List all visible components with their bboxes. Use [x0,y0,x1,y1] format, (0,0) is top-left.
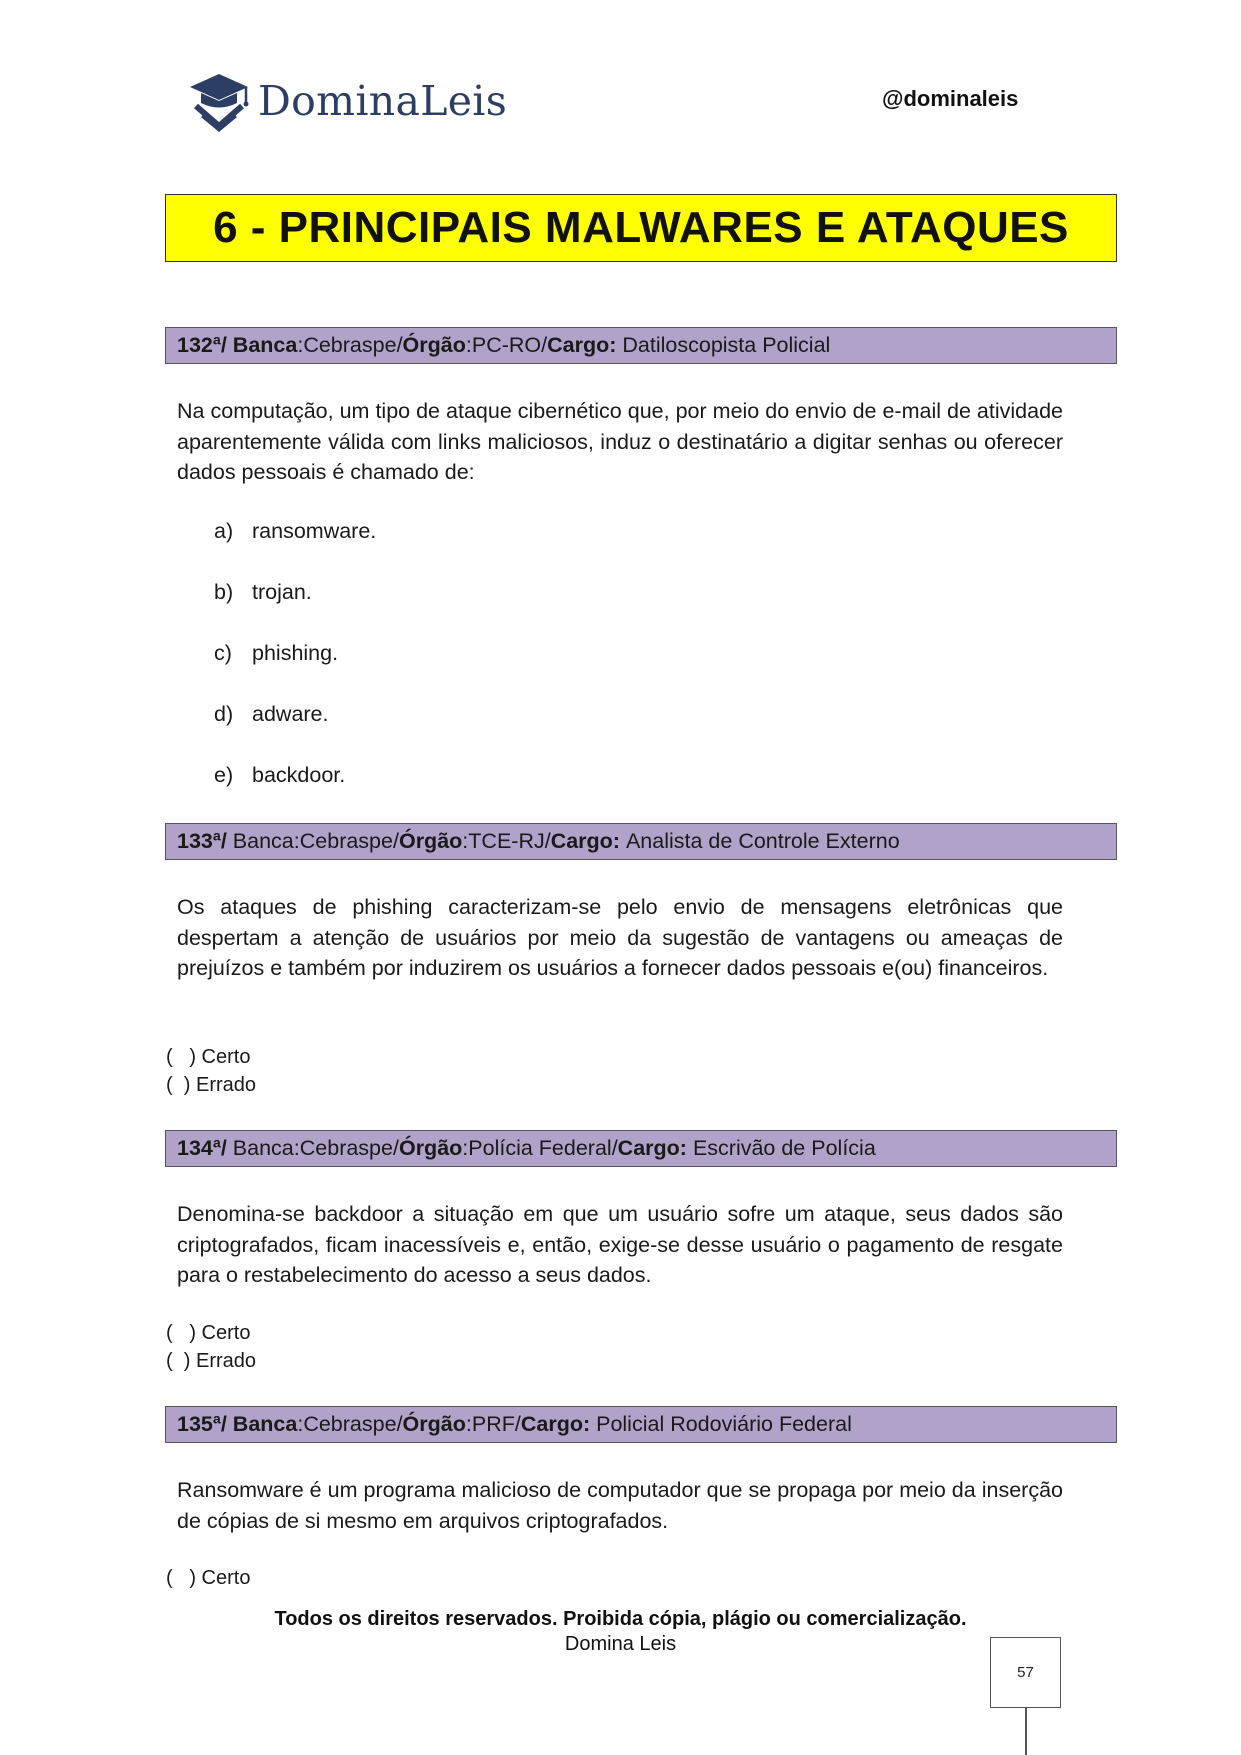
orgao-label: Órgão [398,1136,463,1160]
social-handle: @dominaleis [882,86,1019,111]
question-number: 134ª/ [177,1136,227,1160]
orgao-label: Órgão [402,1412,466,1436]
separator: / [396,333,403,357]
footer-rights: Todos os direitos reservados. Proibida cópia, plágio ou comercialização. [274,1608,967,1630]
separator: / [392,1136,399,1160]
banca-value: Cebraspe [303,333,397,357]
question-number: 133ª/ [177,829,227,853]
question-header-134 [165,1130,1117,1167]
footer-brand: Domina Leis [564,1633,677,1655]
page-number: 57 [1017,1664,1034,1681]
banca-label: Banca [232,333,298,357]
orgao-label: Órgão [402,333,466,357]
section-title-box [165,194,1117,262]
question-number: 132ª/ [177,333,227,357]
banca-value: Cebraspe [299,829,393,853]
separator: / [396,1412,403,1436]
cargo-label: Cargo: [617,1136,687,1160]
option-c[interactable] [214,641,338,666]
cargo-label: Cargo: [550,829,620,853]
cargo-value: Datiloscopista Policial [622,333,831,357]
option-d[interactable] [214,702,329,727]
colon: : [465,1412,472,1436]
option-text: adware. [252,702,329,726]
cargo-value: Analista de Controle Externo [625,829,900,853]
question-text-132: Na computação, um tipo de ataque cibernético que, por meio do envio de e-mail de atividade aparentemente válida com links maliciosos, induz o destinatário a digitar senhas ou oferecer dados pessoais é chamado de: [177,399,1063,484]
question-header-133 [165,823,1117,860]
cargo-value: Escrivão de Polícia [692,1136,876,1160]
errado-option[interactable]: ( ) Errado [166,1074,257,1096]
banca-label: Banca [232,1412,298,1436]
certo-option[interactable]: ( ) Certo [166,1322,251,1344]
colon: : [462,1136,469,1160]
option-text: backdoor. [252,763,346,787]
colon: : [297,1412,304,1436]
orgao-value: TCE-RJ [468,829,545,853]
certo-option[interactable]: ( ) Certo [166,1046,251,1068]
section-title: 6 - PRINCIPAIS MALWARES E ATAQUES [213,203,1069,252]
banca-label: Banca [232,1136,294,1160]
banca-value: Cebraspe [303,1412,397,1436]
colon: : [297,333,304,357]
page-number-line [1025,1708,1027,1755]
cargo-label: Cargo: [520,1412,591,1436]
option-letter: c) [214,641,232,665]
colon: : [465,333,472,357]
separator: / [514,1412,521,1436]
orgao-value: Polícia Federal [468,1136,612,1160]
question-text-135: Ransomware é um programa malicioso de computador que se propaga por meio da inserção de cópias de si mesmo em arquivos criptografados. [177,1478,1063,1533]
separator: / [541,333,548,357]
question-text-134: Denomina-se backdoor a situação em que um usuário sofre um ataque, seus dados são criptografados, ficam inacessíveis e, então, exige-se desse usuário o pagamento de resgate para o restabelecimento do acesso a seus dados. [177,1202,1063,1287]
separator: / [544,829,551,853]
option-a[interactable] [214,519,376,544]
option-e[interactable] [214,763,345,788]
option-text: trojan. [252,580,312,604]
errado-option[interactable]: ( ) Errado [166,1350,257,1372]
separator: / [392,829,399,853]
graduation-cap-check-icon [188,70,250,132]
option-letter: d) [214,702,234,726]
option-text: phishing. [252,641,339,665]
option-text: ransomware. [252,519,377,543]
orgao-value: PC-RO [471,333,542,357]
colon: : [293,829,300,853]
page-number-box [990,1637,1061,1708]
banca-value: Cebraspe [299,1136,393,1160]
option-letter: a) [214,519,234,543]
option-letter: e) [214,763,234,787]
question-header-135 [165,1406,1117,1443]
orgao-value: PRF [471,1412,515,1436]
colon: : [293,1136,300,1160]
cargo-label: Cargo: [547,333,617,357]
question-number: 135ª/ [177,1412,227,1436]
brand-logo [188,70,507,132]
orgao-label: Órgão [398,829,463,853]
colon: : [462,829,469,853]
question-header-132 [165,327,1117,364]
option-b[interactable] [214,580,312,605]
banca-label: Banca [232,829,294,853]
brand-name: DominaLeis [258,77,508,125]
certo-option[interactable]: ( ) Certo [166,1567,251,1589]
cargo-value: Policial Rodoviário Federal [596,1412,852,1436]
option-letter: b) [214,580,234,604]
separator: / [611,1136,618,1160]
question-text-133: Os ataques de phishing caracterizam-se pelo envio de mensagens eletrônicas que despertam a atenção de usuários por meio da sugestão de vantagens ou ameaças de prejuízos e também por induzirem os usuários a fornecer dados pessoais e(ou) financeiros. [177,895,1063,980]
